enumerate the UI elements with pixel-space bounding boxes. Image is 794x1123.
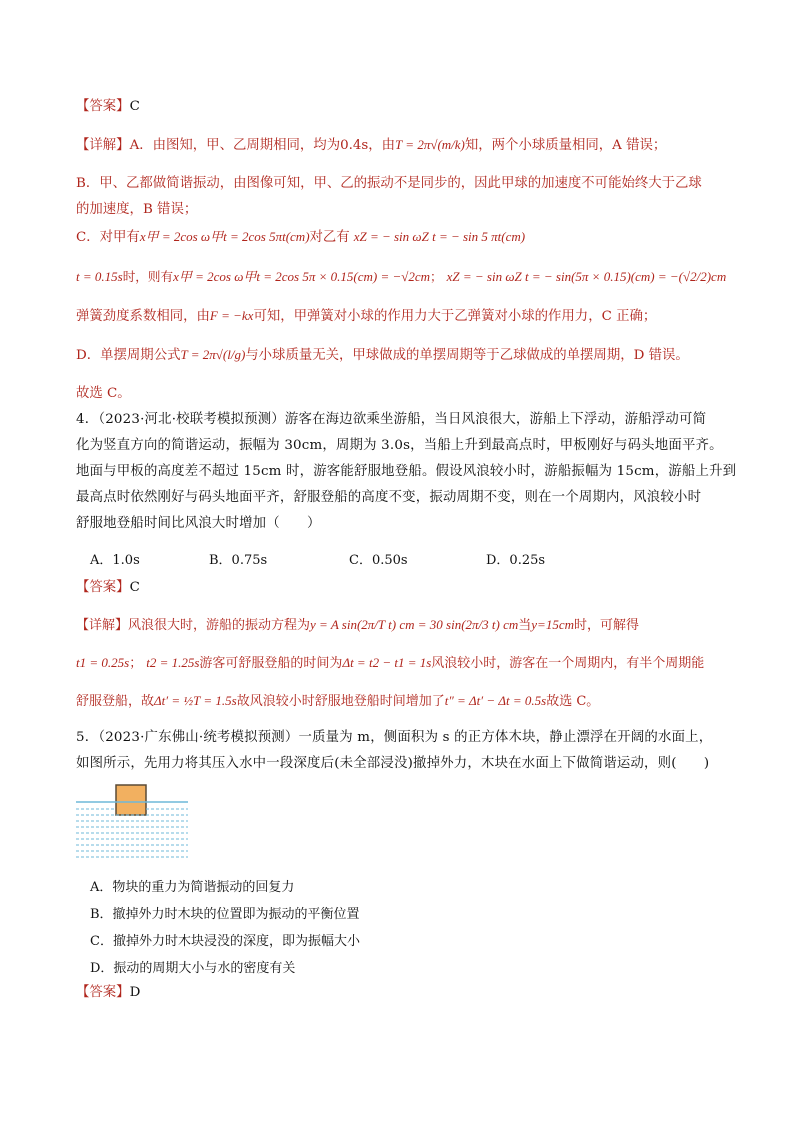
period-formula: T = 2π√(m/k) xyxy=(395,137,465,152)
detail-tag: 【详解】 xyxy=(76,618,129,633)
q4-detail-line-1: 【详解】风浪很大时，游船的振动方程为y = A sin(2π/T t) cm = 30 sin(2π/3 t) cm当y=15cm时，可解得 xyxy=(76,617,639,633)
detail-line-c1: C．对甲有x甲 = 2cos ω甲t = 2cos 5πt(cm)对乙有 xZ = − sin ωZ t = − sin 5 πt(cm) xyxy=(76,229,526,245)
detail-tag: 【详解】 xyxy=(76,138,130,153)
wave-equation: y = A sin(2π/T t) cm = 30 sin(2π/3 t) cm xyxy=(310,617,519,632)
yi-equation: xZ = − sin ωZ t = − sin 5 πt(cm) xyxy=(353,229,526,244)
detail-line-c2: t = 0.15s时，则有x甲 = 2cos ω甲t = 2cos 5π × 0.15(cm) = −√2cm； xZ = − sin ωZ t = − sin(5π × 0.15)(cm) = −(√2/2)cm xyxy=(76,269,727,284)
q4-option-d: D．0.25s xyxy=(486,553,546,568)
answer-value: C xyxy=(129,99,140,114)
q5-option-d: D．振动的周期大小与水的密度有关 xyxy=(90,961,296,976)
answer-tag: 【答案】 xyxy=(76,985,130,1000)
detail-line-a: 【详解】A．由图知，甲、乙周期相同，均为0.4s，由T = 2π√(m/k)知，两个小球质量相同，A 错误； xyxy=(76,137,667,153)
answer-line-5 xyxy=(76,984,140,1002)
q4-line-4: 最高点时依然刚好与码头地面平齐，舒服登船的高度不变，振动周期不变，则在一个周期内，风浪较小时 xyxy=(76,490,702,505)
q5-line-1: 5．（2023·广东佛山·统考模拟预测）一质量为 m，侧面积为 s 的正方体木块，静止漂浮在开阔的水面上， xyxy=(76,730,713,745)
answer-line-1 xyxy=(76,98,140,116)
pendulum-formula: T = 2π√(l/g) xyxy=(180,347,246,362)
detail-line-d: D．单摆周期公式T = 2π√(l/g)与小球质量无关，甲球做成的单摆周期等于乙球做成的单摆周期，D 错误。 xyxy=(76,347,689,363)
answer-tag: 【答案】 xyxy=(76,99,130,114)
q4-option-b: B．0.75s xyxy=(209,553,268,568)
detail-line-c3: 弹簧劲度系数相同，由F = −kx可知，甲弹簧对小球的作用力大于乙弹簧对小球的作用力，C 正确； xyxy=(76,308,657,324)
answer-value: C xyxy=(129,580,140,595)
water-lines xyxy=(76,809,188,857)
jia-equation: x甲 = 2cos ω甲t = 2cos 5πt(cm) xyxy=(139,229,310,244)
q4-line-1: 4．（2023·河北·校联考模拟预测）游客在海边欲乘坐游船，当日风浪很大，游船上下浮动，游船浮动可简 xyxy=(76,412,707,427)
answer-tag: 【答案】 xyxy=(76,580,130,595)
wooden-block xyxy=(116,785,146,815)
q4-option-c: C．0.50s xyxy=(349,553,408,568)
jia-value: x甲 = 2cos ω甲t = 2cos 5π × 0.15(cm) = −√2cm xyxy=(173,269,431,284)
q5-option-b: B．撤掉外力时木块的位置即为振动的平衡位置 xyxy=(90,907,360,922)
q5-option-a: A．物块的重力为简谐振动的回复力 xyxy=(90,880,295,895)
q4-detail-line-3: 舒服登船，故Δt′ = ½T = 1.5s故风浪较小时舒服地登船时间增加了t″ = Δt′ − Δt = 0.5s故选 C。 xyxy=(76,693,600,709)
q5-line-2: 如图所示，先用力将其压入水中一段深度后(未全部浸没)撤掉外力，木块在水面上下做简谐运动，则( ) xyxy=(76,756,710,771)
hooke-law: F = −kx xyxy=(209,308,254,323)
detail-line-b2: 的加速度，B 错误； xyxy=(76,202,198,217)
q4-line-3: 地面与甲板的高度差不超过 15cm 时，游客能舒服地登船。假设风浪较小时，游船振幅为 15cm，游船上升到 xyxy=(76,464,737,479)
answer-line-4 xyxy=(76,579,140,597)
q5-option-c: C．撤掉外力时木块浸没的深度，即为振幅大小 xyxy=(90,934,360,949)
answer-value: D xyxy=(129,985,141,1000)
q4-line-5: 舒服地登船时间比风浪大时增加（ ） xyxy=(76,516,321,531)
q4-detail-line-2: t1 = 0.25s； t2 = 1.25s游客可舒服登船的时间为Δt = t2 − t1 = 1s风浪较小时，游客在一个周期内，有半个周期能 xyxy=(76,655,705,671)
q4-option-a: A．1.0s xyxy=(90,553,140,568)
q4-line-2: 化为竖直方向的简谐运动，振幅为 30cm，周期为 3.0s，当船上升到最高点时，甲板刚好与码头地面平齐。 xyxy=(76,438,723,453)
yi-value: xZ = − sin ωZ t = − sin(5π × 0.15)(cm) = −(√2/2)cm xyxy=(446,269,727,284)
detail-line-b1: B．甲、乙都做简谐振动，由图像可知，甲、乙的振动不是同步的，因此甲球的加速度不可能始终大于乙球 xyxy=(76,176,702,191)
detail-conclusion: 故选 C。 xyxy=(76,386,131,401)
floating-block-figure xyxy=(76,783,188,865)
